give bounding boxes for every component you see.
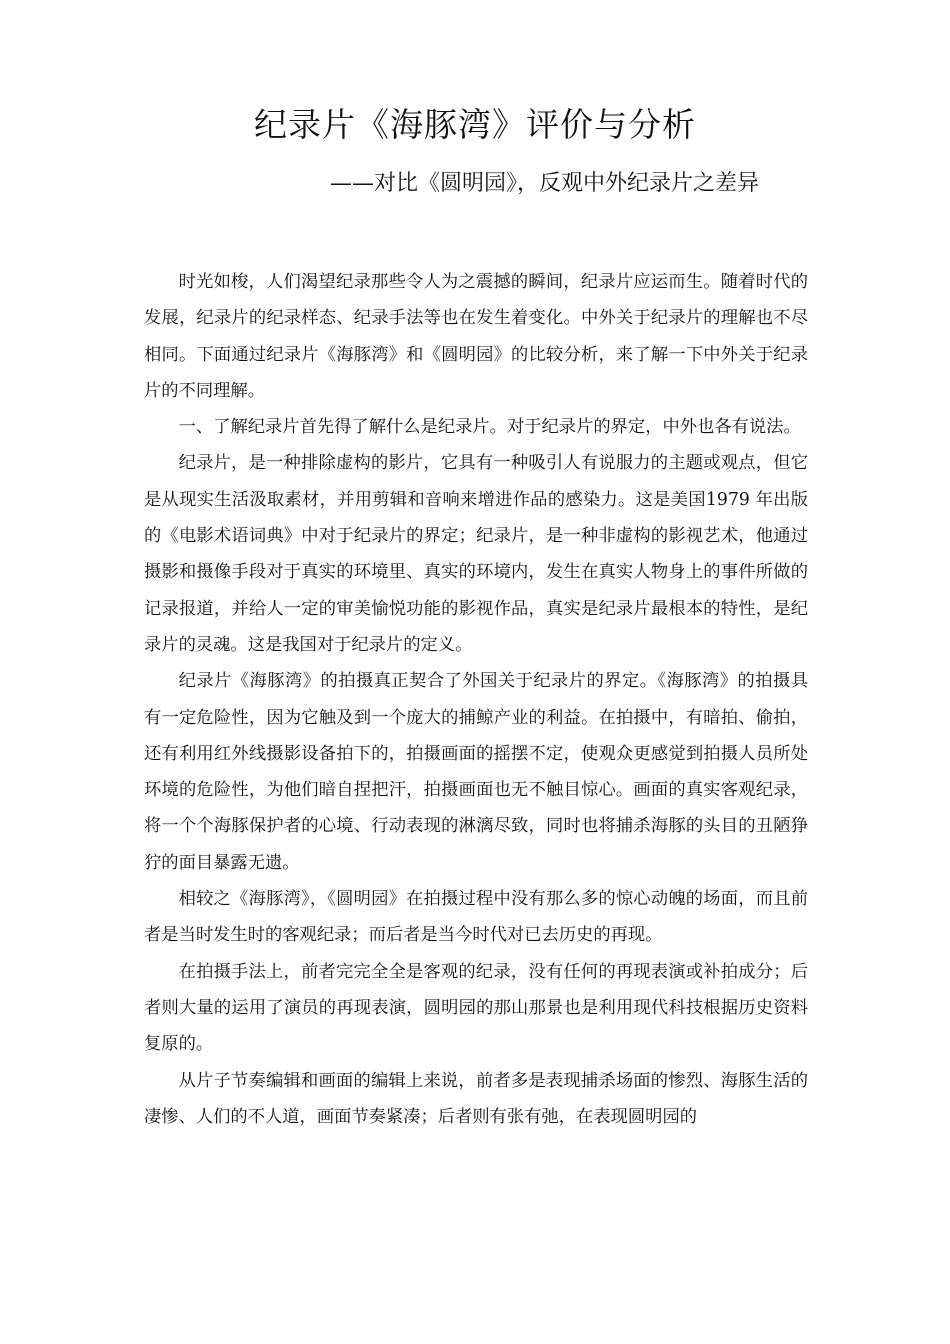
paragraph: 相较之《海豚湾》，《圆明园》在拍摄过程中没有那么多的惊心动魄的场面，而且前者是当时发生时的客观纪录；而后者是当今时代对已去历史的再现。: [144, 889, 808, 946]
paragraph: 时光如梭，人们渴望纪录那些令人为之震撼的瞬间，纪录片应运而生。随着时代的发展，纪录片的纪录样态、纪录手法等也在发生着变化。中外关于纪录片的理解也不尽相同。下面通过纪录片《海豚湾》和《圆明园》的比较分析，来了解一下中外关于纪录片的不同理解。: [144, 272, 808, 401]
document-title: 纪录片《海豚湾》评价与分析: [254, 105, 696, 144]
paragraph: 纪录片，是一种排除虚构的影片，它具有一种吸引人有说服力的主题或观点，但它是从现实生活汲取素材，并用剪辑和音响来增进作品的感染力。这是美国1979 年出版的《电影术语词典》中对于纪录片的界定；纪录片，是一种非虚构的影视艺术，他通过摄影和摄像手段对于真实的环境里、真实的环境内，发生在真实人物身上的事件所做的记录报道，并给人一定的审美愉悦功能的影视作品，真实是纪录片最根本的特性，是纪录片的灵魂。这是我国对于纪录片的定义。: [144, 453, 808, 655]
paragraph: 在拍摄手法上，前者完完全全是客观的纪录，没有任何的再现表演或补拍成分；后者则大量的运用了演员的再现表演，圆明园的那山那景也是利用现代科技根据历史资料复原的。: [144, 961, 808, 1055]
document-body: [144, 264, 808, 1135]
paragraph: 从片子节奏编辑和画面的编辑上来说，前者多是表现捕杀场面的惨烈、海豚生活的凄惨、人们的不人道，画面节奏紧凑；后者则有张有弛，在表现圆明园的: [144, 1070, 808, 1127]
document-subtitle: ——对比《圆明园》，反观中外纪录片之差异: [330, 171, 760, 196]
paragraph: 一、了解纪录片首先得了解什么是纪录片。对于纪录片的界定，中外也各有说法。: [178, 417, 801, 438]
paragraph: 纪录片《海豚湾》的拍摄真正契合了外国关于纪录片的界定。《海豚湾》的拍摄具有一定危险性，因为它触及到一个庞大的捕鲸产业的利益。在拍摄中，有暗拍、偷拍，还有利用红外线摄影设备拍下的，拍摄画面的摇摆不定，使观众更感觉到拍摄人员所处环境的危险性，为他们暗自捏把汗，拍摄画面也无不触目惊心。画面的真实客观纪录，将一个个海豚保护者的心境、行动表现的淋漓尽致，同时也将捕杀海豚的头目的丑陋狰狞的面目暴露无遗。: [144, 671, 808, 873]
